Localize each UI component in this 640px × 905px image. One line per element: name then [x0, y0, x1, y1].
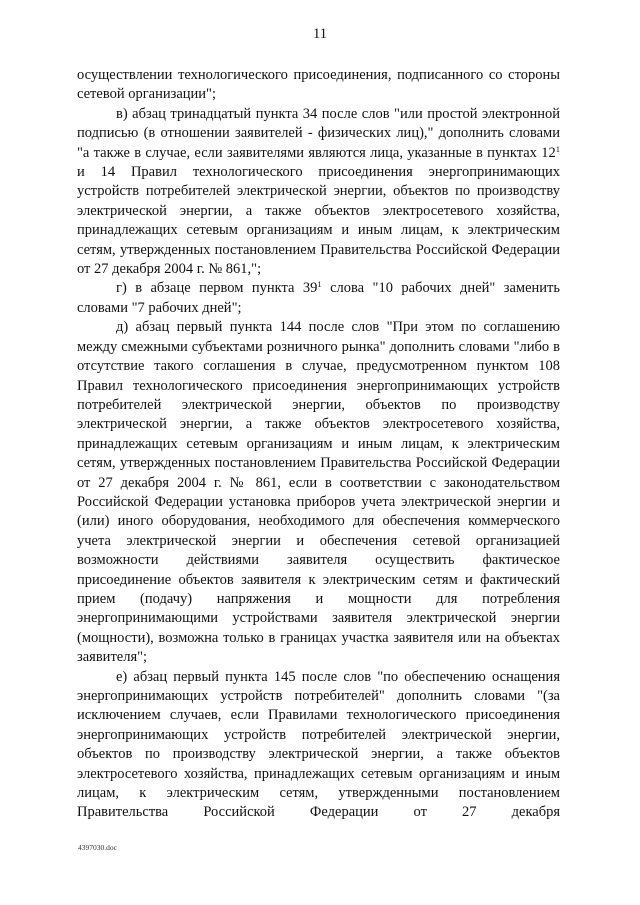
paragraph-text: слова "10 рабочих дней" заменить словами "7 рабочих дней";	[77, 280, 560, 316]
superscript: 1	[317, 279, 322, 290]
paragraph-text: осуществлении технологического присоединения, подписанного со стороны сетевой организации";	[77, 67, 560, 103]
paragraph-text: е) абзац первый пункта 145 после слов "по обеспечению оснащения энергопринимающих устройств потребителей" дополнить словами "(за исключением случаев, если Правилами технологического присоединения энергопринимающих устройств потребителей электрической энергии, объектов по производству электрической энергии, а также объектов электросетевого хозяйства, принадлежащих сетевым организациям и иным лицам, к электрическим сетям, утвержденными постановлением Правительства Российской Федерации от 27 декабря	[77, 668, 560, 821]
paragraph-continuation	[77, 66, 560, 105]
paragraph-text: в) абзац тринадцатый пункта 34 после слов "или простой электронной подписью (в отношении заявителей - физических лиц)," дополнить словами "а также в случае, если заявителями являются лица, указанные в пунктах 12	[77, 105, 560, 161]
paragraph-item-v	[77, 105, 560, 280]
paragraph-item-d	[77, 318, 560, 667]
paragraph-item-e	[77, 668, 560, 823]
page-number: 11	[313, 26, 327, 42]
paragraph-text: г) в абзаце первом пункта 39	[116, 280, 318, 297]
paragraph-text: и 14 Правил технологического присоединения энергопринимающих устройств потребителей электрической энергии, объектов по производству электрической энергии, а также объектов электросетевого хозяйства, принадлежащих сетевым организациям и иным лицам, к электрическим сетям, утвержденных постановлением Правительства Российской Федерации от 27 декабря 2004 г. № 861,";	[77, 164, 560, 278]
paragraph-item-g	[77, 279, 560, 318]
document-footer: 4397030.doc	[78, 843, 117, 852]
document-body	[77, 66, 560, 823]
paragraph-text: д) абзац первый пункта 144 после слов "При этом по соглашению между смежными субъектами розничного рынка" дополнить словами "либо в отсутствие такого соглашения в случае, предусмотренном пунктом 108 Правил технологического присоединения энергопринимающих устройств потребителей электрической энергии, объектов по производству электрической энергии, а также объектов электросетевого хозяйства, принадлежащих сетевым организациям и иным лицам, к электрическим сетям, утвержденных постановлением Правительства Российской Федерации от 27 декабря 2004 г. № 861, если в соответствии с законодательством Российской Федерации установка приборов учета электрической энергии и (или) иного оборудования, необходимого для обеспечения коммерческого учета электрической энергии и обеспечения сетевой организацией возможности действиями заявителя осуществить фактическое присоединение объектов заявителя к электрическим сетям и фактический прием (подачу) напряжения и мощности для потребления энергопринимающими устройствами заявителя электрической энергии (мощности), возможна только в границах участка заявителя или на объектах заявителя";	[77, 319, 560, 666]
superscript: 1	[555, 143, 560, 154]
